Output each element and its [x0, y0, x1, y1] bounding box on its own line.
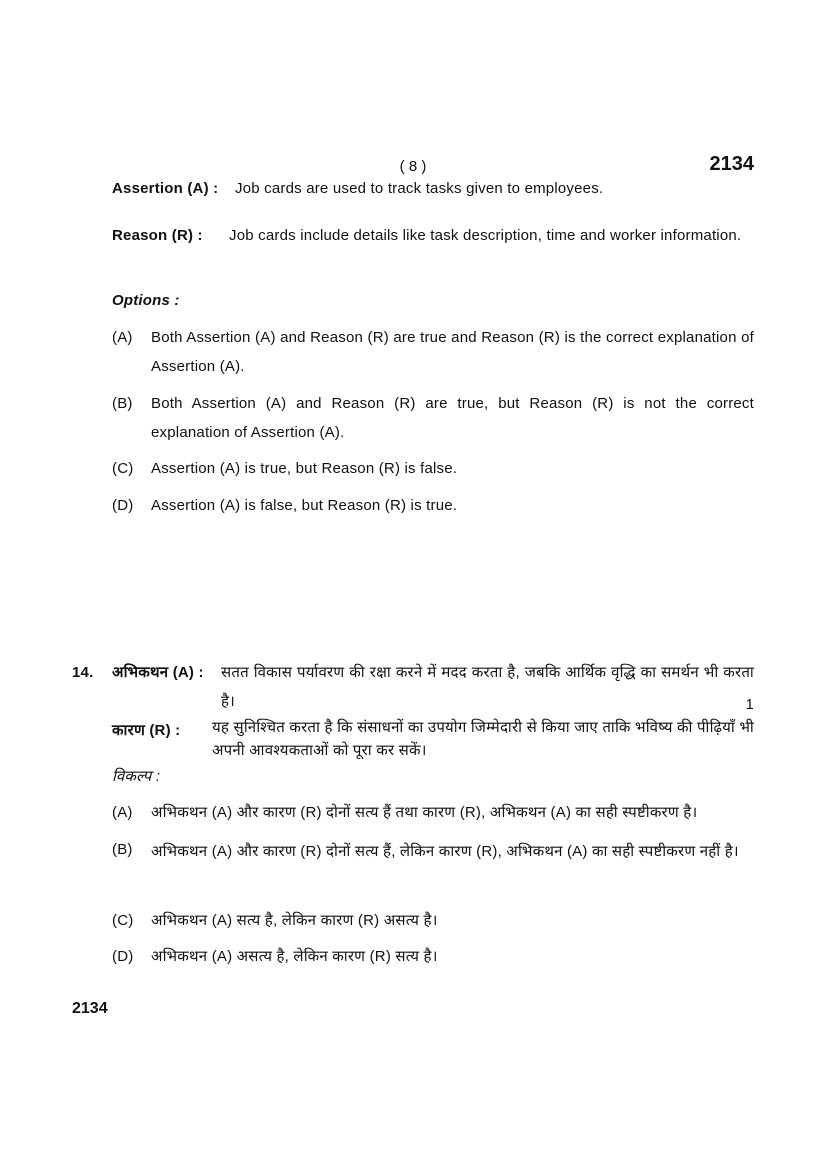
- q14-option-letter-d: (D): [112, 948, 134, 965]
- q14-option-text-a: अभिकथन (A) और कारण (R) दोनों सत्य हैं तथा कारण (R), अभिकथन (A) का सही स्पष्टीकरण है।: [151, 804, 698, 821]
- question-14-number: 14.: [72, 664, 94, 681]
- q14-option-letter-c: (C): [112, 912, 134, 929]
- q14-option-text-c: अभिकथन (A) सत्य है, लेकिन कारण (R) असत्य है।: [151, 912, 438, 929]
- q14-assertion-text: सतत विकास पर्यावरण की रक्षा करने में मदद करता है, जबकि आर्थिक वृद्धि का समर्थन भी करता है।: [221, 664, 754, 710]
- page-number: ( 8 ): [399, 158, 427, 175]
- option-letter-a: (A): [112, 329, 133, 346]
- paper-code-bottom: 2134: [72, 1000, 108, 1017]
- q14-reason-label: कारण (R) :: [112, 722, 181, 739]
- q14-option-letter-a: (A): [112, 804, 133, 821]
- q14-reason-text: यह सुनिश्चित करता है कि संसाधनों का उपयोग जिम्मेदारी से किया जाए ताकि भविष्य की पीढ़ियाँ भी अपनी आवश्यकताओं को पूरा कर सकें।: [212, 719, 754, 759]
- option-text-d: Assertion (A) is false, but Reason (R) is true.: [151, 497, 458, 514]
- option-letter-d: (D): [112, 497, 134, 514]
- option-letter-b: (B): [112, 395, 133, 412]
- assertion-label: Assertion (A) :: [112, 180, 219, 197]
- paper-code-top: 2134: [709, 153, 754, 175]
- assertion-text: Job cards are used to track tasks given to employees.: [235, 180, 604, 197]
- reason-text: Job cards include details like task description, time and worker information.: [229, 227, 742, 244]
- option-text-a: Both Assertion (A) and Reason (R) are true and Reason (R) is the correct explanation of Assertion (A).: [151, 329, 754, 375]
- option-letter-c: (C): [112, 460, 134, 477]
- options-heading: Options :: [112, 292, 180, 309]
- q14-options-heading: विकल्प :: [112, 768, 161, 785]
- q14-assertion-label: अभिकथन (A) :: [112, 664, 204, 681]
- option-text-c: Assertion (A) is true, but Reason (R) is false.: [151, 460, 458, 477]
- reason-label: Reason (R) :: [112, 227, 203, 244]
- q14-option-letter-b: (B): [112, 841, 133, 858]
- option-text-b: Both Assertion (A) and Reason (R) are true, but Reason (R) is not the correct explanation of Assertion (A).: [151, 395, 754, 441]
- q14-option-text-d: अभिकथन (A) असत्य है, लेकिन कारण (R) सत्य है।: [151, 948, 438, 965]
- q14-option-text-b: अभिकथन (A) और कारण (R) दोनों सत्य हैं, लेकिन कारण (R), अभिकथन (A) का सही स्पष्टीकरण नहीं है।: [151, 843, 739, 860]
- q14-marks: 1: [745, 696, 754, 713]
